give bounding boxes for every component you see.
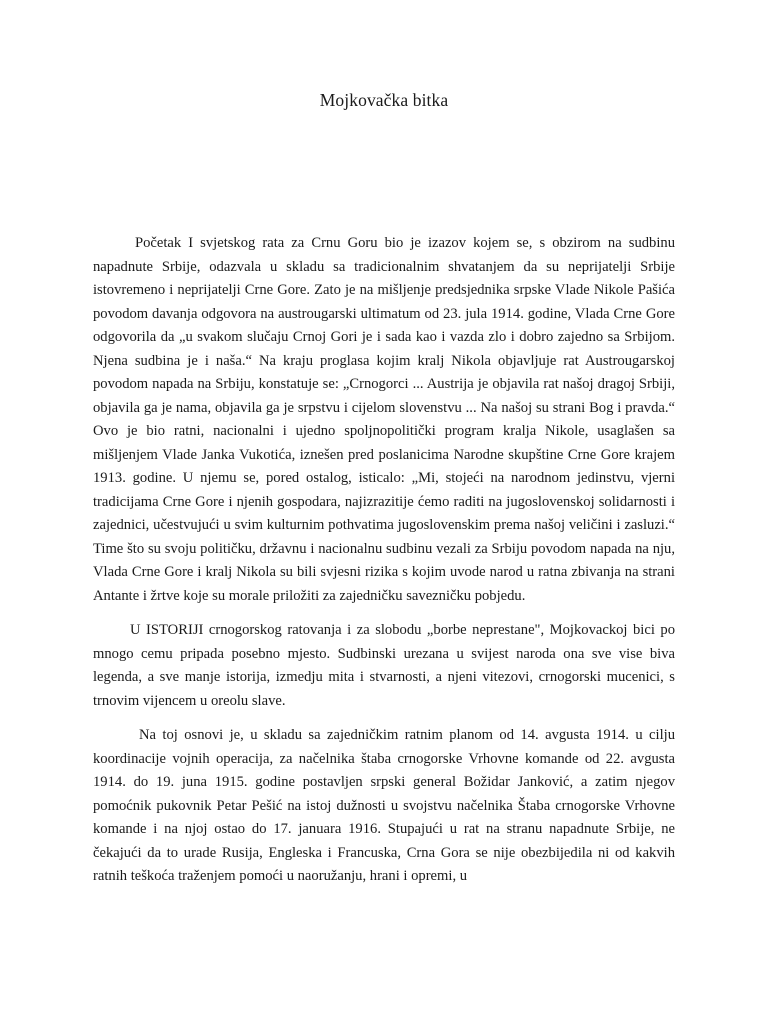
paragraph-3: Na toj osnovi je, u skladu sa zajedničkim ratnim planom od 14. avgusta 1914. u cilju koordinacije vojnih operacija, za načelnika štaba crnogorske Vrhovne komande od 22. avgusta 1914. do 19. juna 1915. godine postavljen srpski general Božidar Janković, a zatim njegov pomoćnik pukovnik Petar Pešić na istoj dužnosti u svojstvu načelnika Štaba crnogorske Vrhovne komande i na njoj ostao do 17. januara 1916. Stupajući u rat na stranu napadnute Srbije, ne čekajući da to urade Rusija, Engleska i Francuska, Crna Gora se nije obezbijedila ni od kakvih ratnih teškoća traženjem pomoći u naoružanju, hrani i opremi, u bbox=[93, 727, 675, 884]
paragraph-2: U ISTORIJI crnogorskog ratovanja i za slobodu „borbe neprestane", Mojkovackoj bici po mnogo cemu pripada posebno mjesto. Sudbinski urezana u svijest naroda ona sve vise biva legenda, a sve manje istorija, izmedju mita i stvarnosti, a njeni vitezovi, crnogorski mucenici, s trnovim vijencem u oreolu slave. bbox=[93, 622, 675, 709]
document-title: Mojkovačka bitka bbox=[319, 90, 449, 110]
paragraph-1: Početak I svjetskog rata za Crnu Goru bio je izazov kojem se, s obzirom na sudbinu napadnute Srbije, odazvala u skladu sa tradicionalnim shvatanjem da su neprijatelji Srbije istovremeno i neprijatelji Crne Gore. Zato je na mišljenje predsjednika srpske Vlade Nikole Pašića povodom davanja odgovora na austrougarski ultimatum od 23. jula 1914. godine, Vlada Crne Gore odgovorila da „u svakom slučaju Crnoj Gori je i sada kao i vazda zlo i dobro zajedno sa Srbijom. Njena sudbina je i naša.“ Na kraju proglasa kojim kralj Nikola objavljuje rat Austrougarskoj povodom napada na Srbiju, konstatuje se: „Crnogorci ... Austrija je objavila rat našoj dragoj Srbiji, objavila ga je nama, objavila ga je srpstvu i cijelom slovenstvu ... Na našoj su strani Bog i pravda.“ Ovo je bio ratni, nacionalni i ujedno spoljnopolitički program kralja Nikole, usaglašen sa mišljenjem Vlade Janka Vukotića, iznešen pred poslanicima Narodne skupštine Crne Gore krajem 1913. godine. U njemu se, pored ostalog, isticalo: „Mi, stojeći na narodnom jedinstvu, vjerni tradicijama Crne Gore i njenih gospodara, najizrazitije ćemo raditi na jugoslovenskoj solidarnosti i zajednici, učestvujući u svim kulturnim pothvatima jugoslovenskim prema našoj veličini i zasluzi.“ Time što su svoju političku, državnu i nacionalnu sudbinu vezali za Srbiju povodom napada na nju, Vlada Crne Gore i kralj Nikola su bili svjesni rizika s kojim uvode narod u ratna zbivanja na strani Antante i žrtve koje su morale priložiti za zajedničku savezničku pobjedu. bbox=[93, 235, 675, 604]
document-body bbox=[93, 232, 675, 900]
